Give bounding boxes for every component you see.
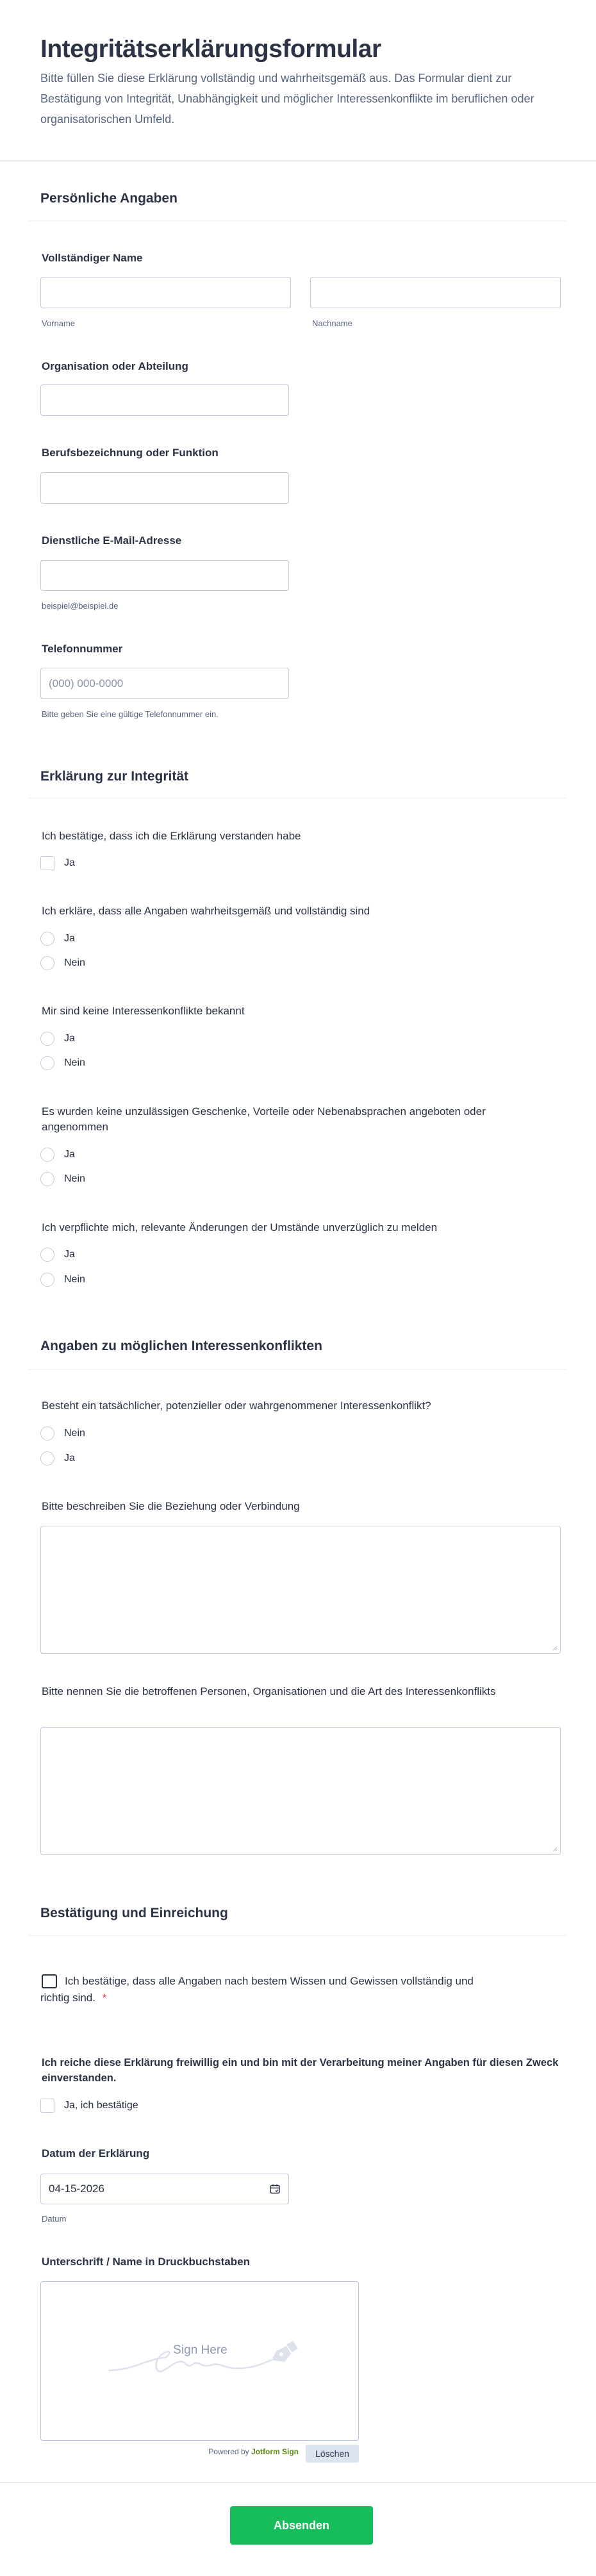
first-name-sublabel: Vorname bbox=[42, 318, 76, 328]
required-asterisk: * bbox=[102, 1992, 107, 2004]
section-divider bbox=[29, 1935, 566, 1936]
radio-option-ja[interactable]: Ja bbox=[40, 1451, 75, 1466]
form-title: Integritätserklärungsformular bbox=[40, 35, 381, 63]
radio-button[interactable] bbox=[40, 1148, 54, 1162]
relationship-label: Bitte beschreiben Sie die Beziehung oder Verbindung bbox=[42, 1500, 300, 1512]
footer-divider bbox=[0, 2482, 596, 2483]
date-label: Datum der Erklärung bbox=[42, 2147, 150, 2159]
question-conflict-exists-label: Besteht ein tatsächlicher, potenzieller oder wahrgenommener Interessenkonflikt? bbox=[42, 1399, 431, 1412]
checkbox[interactable] bbox=[40, 856, 54, 870]
section-title-confirmation: Bestätigung und Einreichung bbox=[40, 1906, 228, 1920]
signature-pad[interactable] bbox=[40, 2281, 359, 2441]
email-input[interactable] bbox=[40, 560, 289, 591]
submit-button[interactable]: Absenden bbox=[230, 2506, 373, 2545]
section-title-personal: Persönliche Angaben bbox=[40, 191, 178, 206]
last-name-input[interactable] bbox=[310, 277, 561, 308]
radio-button[interactable] bbox=[40, 956, 54, 970]
last-name-sublabel: Nachname bbox=[312, 318, 352, 328]
radio-button[interactable] bbox=[40, 1451, 54, 1466]
full-name-label: Vollständiger Name bbox=[42, 252, 143, 264]
date-input[interactable] bbox=[40, 2174, 289, 2204]
radio-option-ja[interactable]: Ja bbox=[40, 1031, 75, 1046]
checkbox[interactable] bbox=[40, 2099, 54, 2113]
question-no-conflicts-label: Mir sind keine Interessenkonflikte bekannt bbox=[42, 1005, 245, 1017]
jotform-sign-link[interactable]: Jotform Sign bbox=[251, 2447, 299, 2456]
section-title-conflicts: Angaben zu möglichen Interessenkonflikten bbox=[40, 1339, 322, 1353]
radio-option-ja[interactable]: Ja bbox=[40, 1247, 75, 1262]
phone-label: Telefonnummer bbox=[42, 643, 123, 655]
radio-button[interactable] bbox=[40, 932, 54, 946]
consent-label: Ich reiche diese Erklärung freiwillig ein und bin mit der Verarbeitung meiner Angaben für diesen Zweck einverstanden. bbox=[42, 2057, 559, 2084]
form-description: Bitte füllen Sie diese Erklärung vollständig und wahrheitsgemäß aus. Das Formular dient zur Bestätigung von Integrität, Unabhängigkeit und möglicher Interessenkonflikte im beruflichen oder organisatorischen Umfeld. bbox=[40, 72, 534, 126]
sign-here-placeholder: Sign Here bbox=[173, 2343, 228, 2357]
radio-option-nein[interactable]: Nein bbox=[40, 1272, 85, 1287]
parties-label: Bitte nennen Sie die betroffenen Personen, Organisationen und die Art des Interessenkonflikts bbox=[42, 1685, 496, 1697]
radio-button[interactable] bbox=[40, 1273, 54, 1287]
organisation-input[interactable] bbox=[40, 384, 289, 416]
radio-option-nein[interactable]: Nein bbox=[40, 955, 85, 971]
radio-option-ja[interactable]: Ja bbox=[40, 1147, 75, 1162]
radio-button[interactable] bbox=[40, 1172, 54, 1186]
date-sublabel: Datum bbox=[42, 2214, 67, 2224]
calendar-icon[interactable] bbox=[269, 2183, 281, 2195]
radio-button[interactable] bbox=[40, 1032, 54, 1046]
resize-grip-icon[interactable] bbox=[552, 1646, 558, 1651]
radio-button[interactable] bbox=[40, 1248, 54, 1262]
relationship-textarea[interactable] bbox=[40, 1526, 561, 1654]
powered-by-text: Powered by Jotform Sign bbox=[208, 2447, 299, 2456]
phone-placeholder: (000) 000-0000 bbox=[49, 677, 124, 689]
question-understood-label: Ich bestätige, dass ich die Erklärung verstanden habe bbox=[42, 830, 301, 842]
organisation-label: Organisation oder Abteilung bbox=[42, 360, 188, 372]
resize-grip-icon[interactable] bbox=[552, 1847, 558, 1852]
radio-option-nein[interactable]: Nein bbox=[40, 1055, 85, 1071]
signature-label: Unterschrift / Name in Druckbuchstaben bbox=[42, 2256, 250, 2268]
radio-option-ja[interactable]: Ja bbox=[40, 931, 75, 946]
date-value: 04-15-2026 bbox=[49, 2183, 104, 2195]
clear-signature-button[interactable]: Löschen bbox=[306, 2445, 359, 2463]
radio-button[interactable] bbox=[40, 1056, 54, 1070]
question-truthful-label: Ich erkläre, dass alle Angaben wahrheitsgemäß und vollständig sind bbox=[42, 905, 370, 917]
radio-option-nein[interactable]: Nein bbox=[40, 1426, 85, 1441]
checkbox-option-ja[interactable]: Ja bbox=[40, 855, 75, 871]
phone-sublabel: Bitte geben Sie eine gültige Telefonnummer ein. bbox=[42, 709, 219, 719]
header-divider bbox=[0, 160, 596, 161]
question-gifts-label: Es wurden keine unzulässigen Geschenke, Vorteile oder Nebenabsprachen angeboten oder angenommen bbox=[42, 1105, 486, 1133]
job-title-input[interactable] bbox=[40, 472, 289, 504]
section-divider bbox=[29, 220, 566, 221]
section-title-integrity: Erklärung zur Integrität bbox=[40, 769, 189, 784]
email-label: Dienstliche E-Mail-Adresse bbox=[42, 534, 182, 547]
phone-input[interactable] bbox=[40, 668, 289, 699]
radio-option-nein[interactable]: Nein bbox=[40, 1171, 85, 1187]
checkbox-option-consent[interactable]: Ja, ich bestätige bbox=[40, 2098, 138, 2113]
signature-scribble-icon bbox=[108, 2340, 301, 2378]
job-title-label: Berufsbezeichnung oder Funktion bbox=[42, 447, 219, 459]
parties-textarea[interactable] bbox=[40, 1727, 561, 1855]
first-name-input[interactable] bbox=[40, 277, 291, 308]
radio-button[interactable] bbox=[40, 1426, 54, 1441]
confirm-label: Ich bestätige, dass alle Angaben nach bestem Wissen und Gewissen vollständig und richtig sind. * bbox=[40, 1975, 474, 2004]
email-sublabel: beispiel@beispiel.de bbox=[42, 601, 119, 611]
question-report-changes-label: Ich verpflichte mich, relevante Änderungen der Umstände unverzüglich zu melden bbox=[42, 1221, 438, 1234]
